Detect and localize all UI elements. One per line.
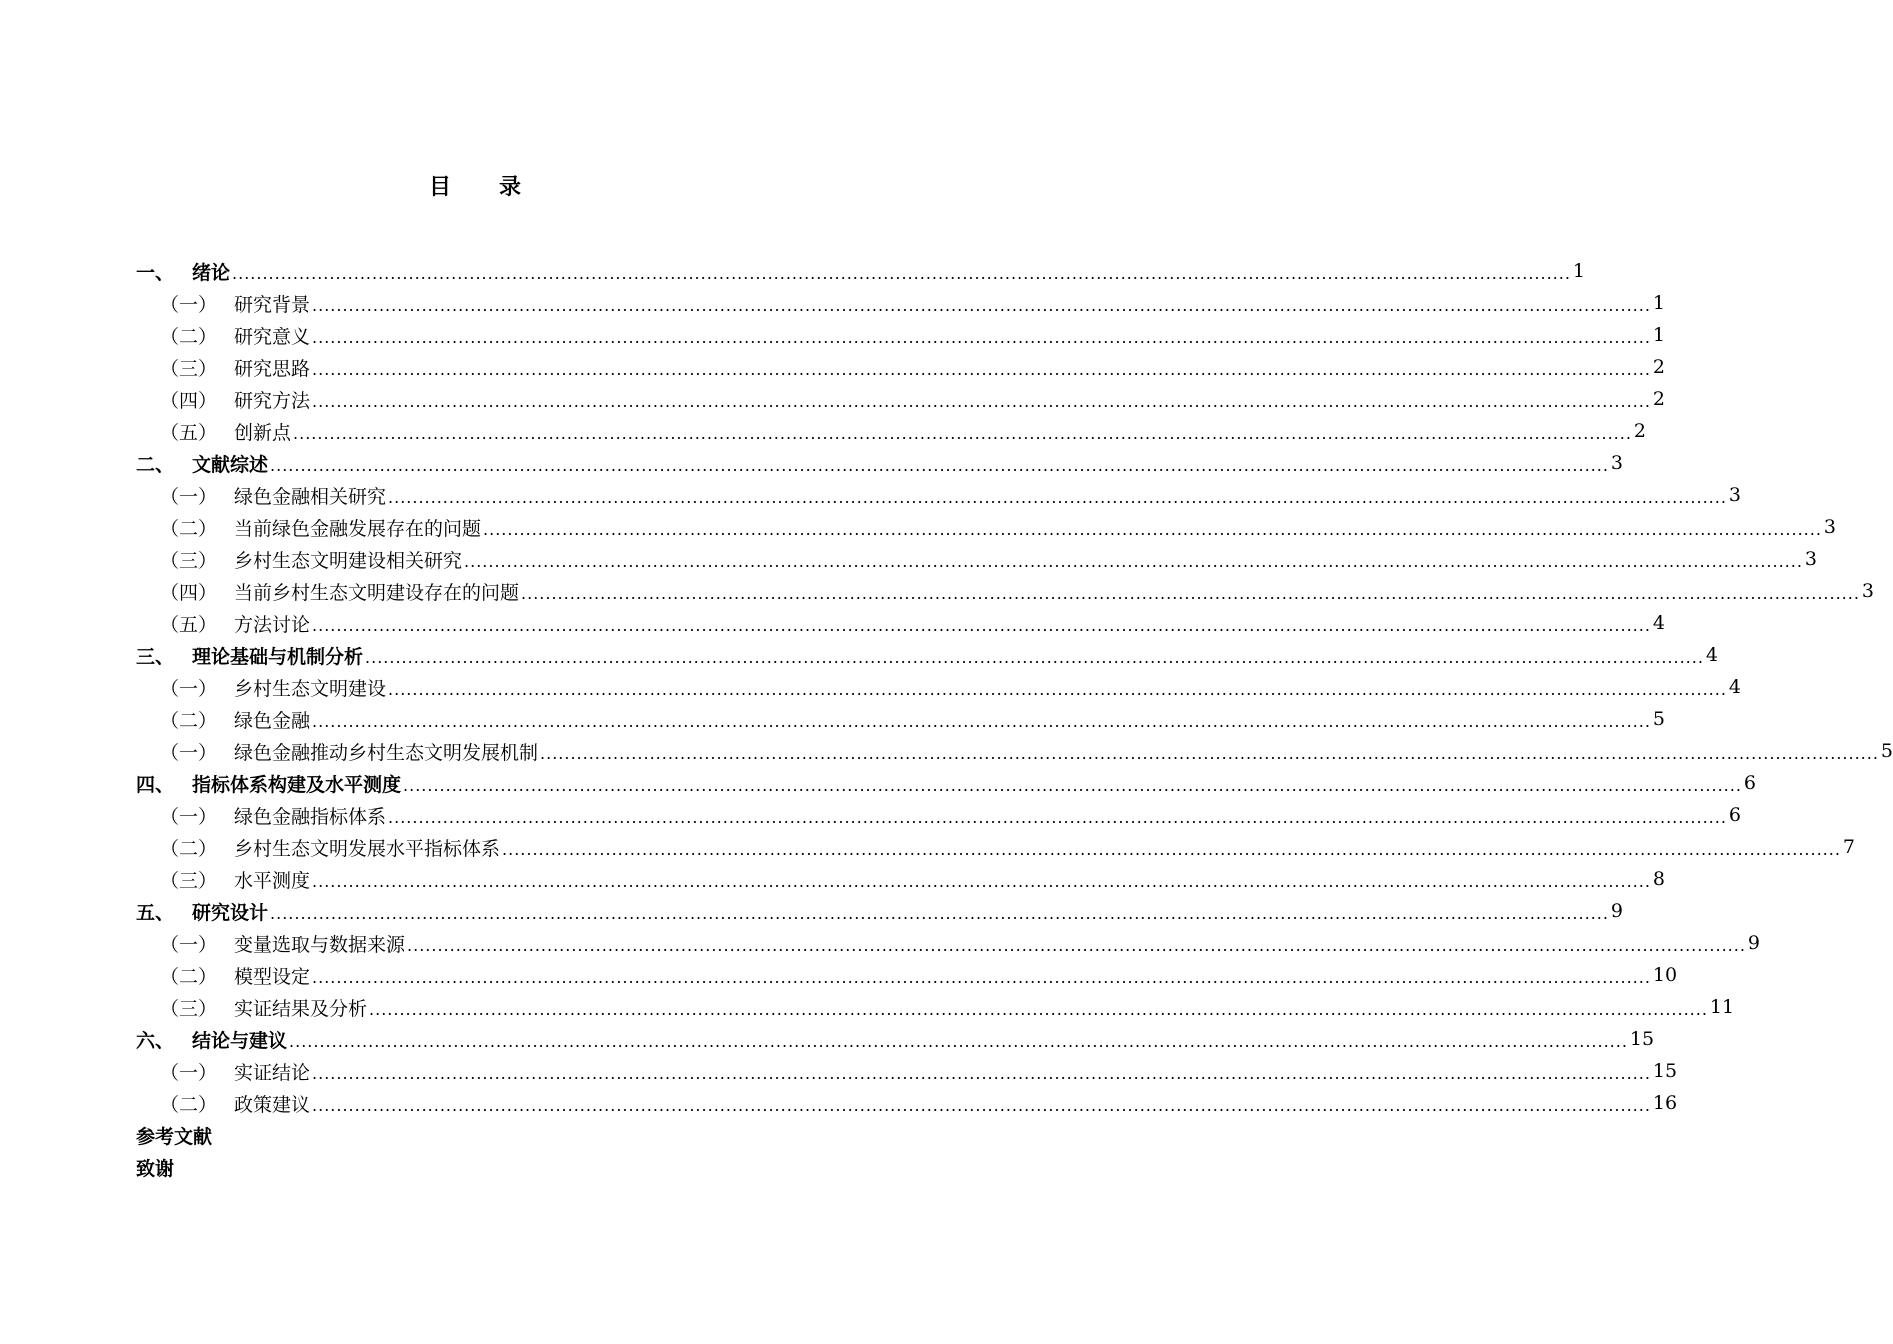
page-title [0, 170, 950, 201]
toc-entry-number: （二） [160, 709, 218, 732]
toc-section-entry[interactable] [136, 767, 1757, 799]
toc-dot-leader: ............................................................................................................................................................................................................................ [464, 551, 1803, 571]
toc-entry-label: 结论与建议 [192, 1029, 288, 1052]
toc-dot-leader: ............................................................................................................................................................................................................................ [312, 327, 1651, 347]
toc-page-number: 1 [1652, 324, 1666, 346]
toc-entry-label: 水平测度 [234, 869, 311, 892]
toc-section-entry[interactable] [136, 1151, 852, 1183]
toc-entry-label: 方法讨论 [234, 613, 311, 636]
toc-entry-label: 研究设计 [192, 901, 269, 924]
toc-entry-number: （二） [160, 837, 218, 860]
toc-entry-number: （三） [160, 997, 218, 1020]
toc-entry-number: （一） [160, 1061, 218, 1084]
toc-page-number: 6 [1743, 772, 1757, 794]
toc-entry-number: （一） [160, 677, 218, 700]
toc-subsection-entry[interactable] [136, 1087, 1678, 1119]
toc-dot-leader: ............................................................................................................................................................................................................................ [312, 295, 1651, 315]
toc-entry-label: 研究意义 [234, 325, 311, 348]
toc-dot-leader: ............................................................................................................................................................................................................................ [293, 423, 1632, 443]
toc-dot-leader: ............................................................................................................................................................................................................................ [365, 647, 1704, 667]
toc-entry-number: （五） [160, 421, 218, 444]
title-char-2: 录 [499, 175, 522, 200]
toc-page-number: 2 [1633, 420, 1647, 442]
toc-entry-label: 绿色金融推动乡村生态文明发展机制 [234, 741, 539, 764]
toc-entry-number: （三） [160, 357, 218, 380]
toc-dot-leader: ............................................................................................................................................................................................................................ [521, 583, 1860, 603]
toc-dot-leader: ............................................................................................................................................................................................................................ [289, 1031, 1628, 1051]
toc-page-number: 7 [1842, 836, 1856, 858]
toc-page-number: 15 [1629, 1028, 1655, 1050]
toc-entry-number: （三） [160, 869, 218, 892]
toc-page-number: 10 [1652, 964, 1678, 986]
toc-subsection-entry[interactable] [136, 287, 1666, 319]
toc-entry-number: 三、 [136, 645, 175, 668]
toc-entry-number: （四） [160, 581, 218, 604]
toc-page-number: 3 [1861, 580, 1875, 602]
toc-entry-number: （二） [160, 965, 218, 988]
toc-section-entry[interactable] [136, 1023, 1655, 1055]
toc-subsection-entry[interactable] [136, 415, 1647, 447]
toc-subsection-entry[interactable] [136, 863, 1666, 895]
toc-subsection-entry[interactable] [136, 735, 1893, 767]
toc-page-number: 8 [1652, 868, 1666, 890]
toc-subsection-entry[interactable] [136, 703, 1666, 735]
toc-subsection-entry[interactable] [136, 383, 1666, 415]
toc-entry-label: 当前乡村生态文明建设存在的问题 [234, 581, 520, 604]
toc-dot-leader: ............................................................................................................................................................................................................................ [270, 903, 1609, 923]
toc-entry-number: （一） [160, 805, 218, 828]
toc-page-number: 4 [1728, 676, 1742, 698]
toc-entry-label: 绪论 [192, 261, 231, 284]
toc-entry-number: 六、 [136, 1029, 175, 1052]
toc-dot-leader: ............................................................................................................................................................................................................................ [312, 615, 1651, 635]
toc-dot-leader: ............................................................................................................................................................................................................................ [369, 999, 1708, 1019]
toc-subsection-entry[interactable] [136, 1055, 1678, 1087]
toc-entry-number: （四） [160, 389, 218, 412]
toc-page-number: 4 [1652, 612, 1666, 634]
toc-dot-leader: ............................................................................................................................................................................................................................ [312, 1095, 1651, 1115]
toc-page-number: 5 [1652, 708, 1666, 730]
toc-entry-number: （一） [160, 933, 218, 956]
toc-subsection-entry[interactable] [136, 607, 1666, 639]
toc-entry-label: 绿色金融指标体系 [234, 805, 387, 828]
toc-section-entry[interactable] [136, 895, 1624, 927]
toc-entry-number: 一、 [136, 261, 175, 284]
toc-entry-label: 绿色金融 [234, 709, 311, 732]
toc-dot-leader: ............................................................................................................................................................................................................................ [312, 967, 1651, 987]
toc-section-entry[interactable] [136, 1119, 852, 1151]
toc-page-number: 5 [1880, 740, 1893, 762]
toc-dot-leader: ............................................................................................................................................................................................................................ [312, 871, 1651, 891]
toc-entry-number: （一） [160, 485, 218, 508]
toc-subsection-entry[interactable] [136, 799, 1742, 831]
toc-page-number: 9 [1747, 932, 1761, 954]
toc-entry-label: 当前绿色金融发展存在的问题 [234, 517, 482, 540]
toc-entry-label: 变量选取与数据来源 [234, 933, 406, 956]
toc-entry-label: 实证结果及分析 [234, 997, 368, 1020]
toc-dot-leader: ............................................................................................................................................................................................................................ [312, 359, 1651, 379]
toc-dot-leader: ............................................................................................................................................................................................................................ [540, 743, 1879, 763]
toc-entry-label: 创新点 [234, 421, 292, 444]
toc-page-number: 15 [1652, 1060, 1678, 1082]
toc-page-number: 3 [1804, 548, 1818, 570]
toc-subsection-entry[interactable] [136, 927, 1761, 959]
toc-subsection-entry[interactable] [136, 991, 1735, 1023]
toc-dot-leader: ............................................................................................................................................................................................................................ [388, 679, 1727, 699]
toc-page-number: 2 [1652, 356, 1666, 378]
toc-page-number: 3 [1728, 484, 1742, 506]
toc-dot-leader: ............................................................................................................................................................................................................................ [502, 839, 1841, 859]
toc-subsection-entry[interactable] [136, 575, 1875, 607]
toc-dot-leader: ............................................................................................................................................................................................................................ [312, 391, 1651, 411]
toc-entry-label: 绿色金融相关研究 [234, 485, 387, 508]
table-of-contents [136, 255, 1893, 1183]
toc-entry-number: 二、 [136, 453, 175, 476]
toc-subsection-entry[interactable] [136, 479, 1742, 511]
toc-entry-number: 五、 [136, 901, 175, 924]
toc-dot-leader: ............................................................................................................................................................................................................................ [388, 807, 1727, 827]
toc-subsection-entry[interactable] [136, 831, 1856, 863]
toc-entry-label: 乡村生态文明建设相关研究 [234, 549, 463, 572]
toc-entry-number: （三） [160, 549, 218, 572]
toc-dot-leader: ............................................................................................................................................................................................................................ [312, 1063, 1651, 1083]
toc-dot-leader: ............................................................................................................................................................................................................................ [312, 711, 1651, 731]
toc-entry-number: （二） [160, 517, 218, 540]
toc-page-number: 1 [1572, 260, 1586, 282]
toc-page-number: 9 [1610, 900, 1624, 922]
toc-page-number: 4 [1705, 644, 1719, 666]
toc-section-entry[interactable] [136, 447, 1624, 479]
title-char-1: 目 [428, 175, 451, 200]
toc-page-number: 3 [1823, 516, 1837, 538]
toc-entry-number: （一） [160, 293, 218, 316]
toc-entry-label: 研究方法 [234, 389, 311, 412]
toc-page-number: 6 [1728, 804, 1742, 826]
toc-subsection-entry[interactable] [136, 319, 1666, 351]
toc-entry-number: （一） [160, 741, 218, 764]
toc-subsection-entry[interactable] [136, 671, 1742, 703]
toc-entry-label: 研究背景 [234, 293, 311, 316]
toc-subsection-entry[interactable] [136, 959, 1678, 991]
toc-entry-number: （五） [160, 613, 218, 636]
toc-page-number: 2 [1652, 388, 1666, 410]
toc-entry-label: 文献综述 [192, 453, 269, 476]
toc-section-entry[interactable] [136, 639, 1719, 671]
toc-dot-leader: ............................................................................................................................................................................................................................ [270, 455, 1609, 475]
toc-entry-label: 模型设定 [234, 965, 311, 988]
toc-subsection-entry[interactable] [136, 543, 1818, 575]
toc-dot-leader: ............................................................................................................................................................................................................................ [403, 775, 1742, 795]
toc-entry-label: 乡村生态文明建设 [234, 677, 387, 700]
toc-page-number: 11 [1709, 996, 1735, 1018]
toc-dot-leader: ............................................................................................................................................................................................................................ [232, 263, 1571, 283]
toc-entry-label: 乡村生态文明发展水平指标体系 [234, 837, 501, 860]
toc-entry-number: （二） [160, 1093, 218, 1116]
toc-page-number: 3 [1610, 452, 1624, 474]
toc-entry-number: 四、 [136, 773, 175, 796]
toc-entry-number: （二） [160, 325, 218, 348]
toc-subsection-entry[interactable] [136, 511, 1837, 543]
toc-section-entry[interactable] [136, 255, 1586, 287]
toc-entry-label: 指标体系构建及水平测度 [192, 773, 402, 796]
toc-dot-leader: ............................................................................................................................................................................................................................ [388, 487, 1727, 507]
toc-entry-label: 理论基础与机制分析 [192, 645, 364, 668]
toc-page-number: 1 [1652, 292, 1666, 314]
toc-dot-leader: ............................................................................................................................................................................................................................ [483, 519, 1822, 539]
toc-subsection-entry[interactable] [136, 351, 1666, 383]
toc-entry-label: 实证结论 [234, 1061, 311, 1084]
toc-entry-label: 政策建议 [234, 1093, 311, 1116]
toc-entry-label: 研究思路 [234, 357, 311, 380]
toc-entry-label: 致谢 [136, 1157, 175, 1180]
toc-dot-leader: ............................................................................................................................................................................................................................ [407, 935, 1746, 955]
toc-entry-label: 参考文献 [136, 1125, 213, 1148]
toc-page-number: 16 [1652, 1092, 1678, 1114]
